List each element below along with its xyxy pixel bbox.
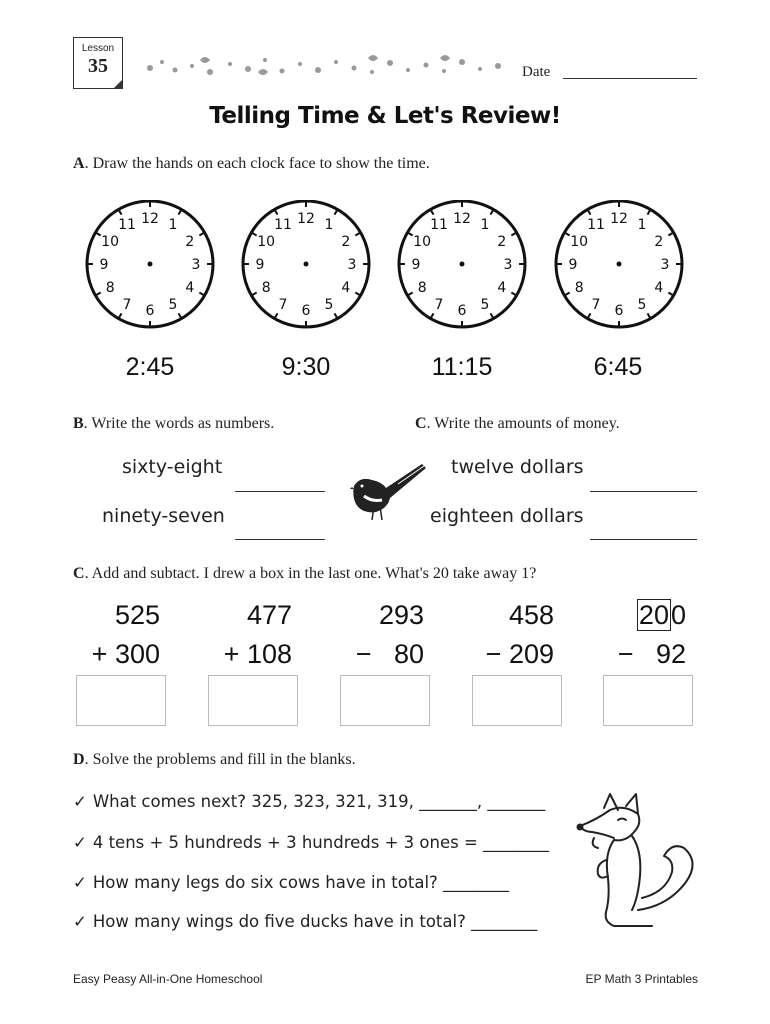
clock-number: 9 — [99, 257, 109, 273]
clock-face-2[interactable] — [236, 200, 376, 340]
problem-5-boxed-digits: 20 — [638, 600, 669, 630]
money-1: twelve dollars — [451, 456, 584, 478]
problem-5-bottom: − 92 — [617, 639, 686, 669]
clock-number: 8 — [574, 280, 584, 296]
clock-number: 6 — [614, 303, 624, 319]
problem-4-answer-box[interactable] — [472, 675, 562, 726]
checkmark-icon: ✓ — [73, 873, 87, 892]
clock-face-3[interactable] — [392, 200, 532, 340]
clock-center-dot — [148, 262, 153, 267]
clock-number: 2 — [654, 234, 664, 250]
section-b-instruction: . Write the words as numbers. — [83, 415, 275, 432]
clock-number: 9 — [568, 257, 578, 273]
clock-number: 2 — [341, 234, 351, 250]
problem-5-answer-box[interactable] — [603, 675, 693, 726]
clock-number: 5 — [480, 296, 490, 313]
clock-number: 2 — [185, 234, 195, 250]
section-c-money-heading — [415, 415, 620, 433]
clock-number: 12 — [141, 211, 159, 227]
problem-2-top: 477 — [246, 600, 292, 630]
clock-number: 3 — [191, 257, 201, 273]
clock-number: 1 — [168, 217, 178, 234]
clock-number: 7 — [591, 296, 601, 313]
section-d-letter: D — [73, 751, 85, 768]
clock-number: 10 — [413, 234, 432, 250]
clock-number: 9 — [411, 257, 421, 273]
clock-number: 7 — [122, 296, 132, 313]
clock-number: 8 — [261, 280, 271, 296]
question-1 — [73, 792, 545, 811]
clock-number: 3 — [503, 257, 513, 273]
clock-number: 4 — [497, 280, 507, 296]
clock-number: 5 — [637, 296, 647, 313]
clock-number: 11 — [430, 217, 448, 234]
clock-number: 6 — [145, 303, 155, 319]
clock-number: 3 — [347, 257, 357, 273]
word-number-2: ninety-seven — [102, 505, 225, 527]
section-c-math-instruction: . Add and subtact. I drew a box in the last one. What's 20 take away 1? — [84, 565, 537, 582]
clock-number: 7 — [278, 296, 288, 313]
checkmark-icon: ✓ — [73, 792, 87, 811]
section-c-money-instruction: . Write the amounts of money. — [426, 415, 620, 432]
question-2 — [73, 833, 549, 852]
clock-number: 12 — [610, 211, 628, 227]
section-a-heading — [73, 155, 430, 173]
footer-right: EP Math 3 Printables — [585, 972, 698, 986]
section-d-instruction: . Solve the problems and fill in the blanks. — [84, 751, 356, 768]
lesson-badge-corner — [113, 79, 123, 89]
time-label-4: 6:45 — [593, 353, 643, 381]
clock-number: 12 — [297, 211, 315, 227]
question-4 — [73, 912, 537, 931]
clock-number: 3 — [660, 257, 670, 273]
section-c-math-heading — [73, 565, 536, 583]
time-label-2: 9:30 — [281, 353, 331, 381]
clock-face-1[interactable] — [80, 200, 220, 340]
clock-number: 10 — [570, 234, 589, 250]
clock-number: 8 — [105, 280, 115, 296]
problem-2-bottom: + 108 — [223, 639, 292, 669]
fox-illustration-icon — [574, 790, 702, 942]
question-3 — [73, 873, 509, 892]
clock-number: 8 — [417, 280, 427, 296]
checkmark-icon: ✓ — [73, 833, 87, 852]
money-1-answer[interactable] — [590, 491, 697, 492]
money-2: eighteen dollars — [430, 505, 584, 527]
question-1-text: What comes next? 325, 323, 321, 319, _______, _______ — [92, 792, 546, 811]
problem-1-answer-box[interactable] — [76, 675, 166, 726]
section-a-instruction: . Draw the hands on each clock face to show the time. — [84, 155, 430, 172]
clock-center-dot — [304, 262, 309, 267]
clock-number: 4 — [185, 280, 195, 296]
clock-number: 11 — [274, 217, 292, 234]
clock-center-dot — [460, 262, 465, 267]
clock-number: 10 — [257, 234, 276, 250]
clock-number: 6 — [457, 303, 467, 319]
date-field[interactable] — [563, 78, 697, 79]
question-4-text: How many wings do five ducks have in total? ________ — [92, 912, 538, 931]
section-b-heading — [73, 415, 274, 433]
question-3-text: How many legs do six cows have in total? ________ — [92, 873, 510, 892]
clock-face-4[interactable] — [549, 200, 689, 340]
word-number-2-answer[interactable] — [235, 539, 325, 540]
magpie-bird-icon — [350, 460, 430, 526]
clock-number: 7 — [434, 296, 444, 313]
problem-1-bottom: + 300 — [91, 639, 160, 669]
section-b-letter: B — [73, 415, 84, 432]
time-label-1: 2:45 — [125, 353, 175, 381]
page-title: Telling Time & Let's Review! — [209, 103, 561, 129]
problem-4-top: 458 — [508, 600, 554, 630]
decorative-confetti-border — [140, 50, 510, 84]
problem-5-top — [600, 600, 686, 631]
problem-2-answer-box[interactable] — [208, 675, 298, 726]
clock-number: 6 — [301, 303, 311, 319]
clock-number: 5 — [168, 296, 178, 313]
clock-number: 10 — [101, 234, 120, 250]
checkmark-icon: ✓ — [73, 912, 87, 931]
problem-5-top-rest: 0 — [670, 600, 686, 630]
clock-center-dot — [617, 262, 622, 267]
clock-number: 12 — [453, 211, 471, 227]
clock-number: 11 — [587, 217, 605, 234]
word-number-1-answer[interactable] — [235, 491, 325, 492]
clock-number: 1 — [637, 217, 647, 234]
problem-3-answer-box[interactable] — [340, 675, 430, 726]
clock-number: 11 — [118, 217, 136, 234]
section-c-money-letter: C — [415, 415, 427, 432]
money-2-answer[interactable] — [590, 539, 697, 540]
footer-left: Easy Peasy All-in-One Homeschool — [73, 972, 263, 986]
problem-3-top: 293 — [378, 600, 424, 630]
word-number-1: sixty-eight — [122, 456, 223, 478]
problem-4-bottom: − 209 — [485, 639, 554, 669]
clock-number: 2 — [497, 234, 507, 250]
section-a-letter: A — [73, 155, 85, 172]
clock-number: 9 — [255, 257, 265, 273]
problem-3-bottom: − 80 — [355, 639, 424, 669]
section-c-math-letter: C — [73, 565, 85, 582]
clock-number: 5 — [324, 296, 334, 313]
clock-number: 1 — [324, 217, 334, 234]
clock-number: 4 — [341, 280, 351, 296]
time-label-3: 11:15 — [431, 353, 493, 381]
lesson-number: 35 — [88, 55, 108, 77]
section-d-heading — [73, 751, 356, 769]
clock-number: 4 — [654, 280, 664, 296]
date-label: Date — [522, 64, 551, 80]
clock-number: 1 — [480, 217, 490, 234]
lesson-label: Lesson — [81, 43, 115, 54]
question-2-text: 4 tens + 5 hundreds + 3 hundreds + 3 ones = ________ — [92, 833, 550, 852]
problem-1-top: 525 — [114, 600, 160, 630]
